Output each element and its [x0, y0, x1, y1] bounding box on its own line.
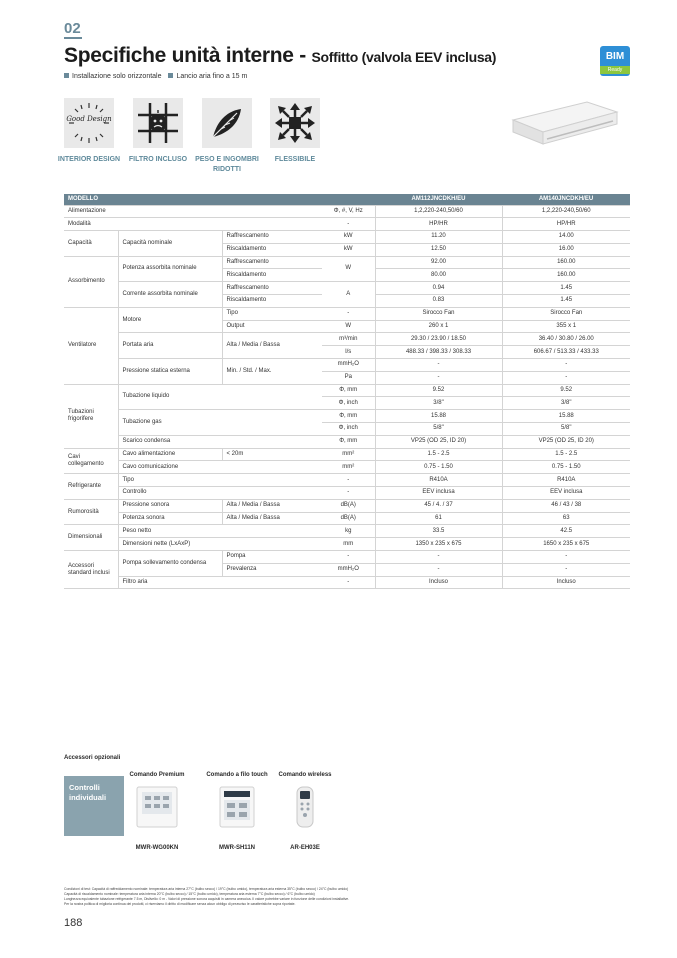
feature-label: PESO E INGOMBRI RIDOTTI — [195, 156, 259, 173]
table-row: Φ, inch 5/8" 5/8" — [64, 423, 630, 436]
accessories-title: Accessori opzionali — [64, 755, 121, 761]
table-row: Potenza sonora Alta / Media / Bassa dB(A) 61 63 — [64, 512, 630, 525]
page-title — [64, 44, 496, 68]
page-number: 188 — [64, 917, 83, 929]
footnote-line: Per la nostra politica di miglioria continua dei prodotti, ci riserviamo il diritto di modificare senza alcun obbligo di preavviso le caratteristiche sopra riportate. — [64, 902, 296, 906]
table-row: Prevalenza mmH₂O - - — [64, 563, 630, 576]
table-header-row — [64, 194, 630, 205]
bim-badge-sub: Ready — [600, 66, 630, 74]
table-row: Output W 260 x 1 355 x 1 — [64, 320, 630, 333]
footnote-line: Lunghezza equivalente tubazione refrigerante 7.5 m, Dislivello: 0 m - Valori di pressione sonora acquisiti in camera anecoica. Il valore potrebbe variare in funzione delle condizioni installative. — [64, 897, 350, 901]
specifications-table — [64, 194, 630, 589]
feature-filter — [128, 98, 188, 163]
note-item: Installazione solo orizzontale — [64, 73, 162, 80]
feature-label: FILTRO INCLUSO — [128, 156, 188, 163]
bullet-square-icon — [64, 73, 69, 78]
feature-label: FLESSIBILE — [274, 156, 316, 163]
feather-icon — [202, 98, 252, 148]
bim-ready-badge — [600, 46, 630, 76]
feature-interior-design — [57, 98, 121, 163]
table-row: Cavo comunicazione mm² 0.75 - 1.50 0.75 - 1.50 — [64, 461, 630, 474]
header-model-2: AM140JNCDKH/EU — [502, 194, 630, 205]
wireless-remote-icon — [295, 786, 315, 828]
title-subtitle: Soffitto (valvola EEV inclusa) — [311, 49, 497, 65]
header-model: MODELLO — [64, 194, 375, 205]
good-design-icon — [64, 98, 114, 148]
accessory-premium — [122, 772, 192, 851]
bullet-square-icon — [168, 73, 173, 78]
flexible-arrows-icon — [270, 98, 320, 148]
table-row: Cavi collegamento Cavo alimentazione < 20m mm² 1.5 - 2.5 1.5 - 2.5 — [64, 448, 630, 461]
table-row: Modalità - HP/HR HP/HR — [64, 218, 630, 231]
touch-controller-icon — [219, 786, 255, 828]
note-item: Lancio aria fino a 15 m — [168, 73, 247, 80]
accessory-code: MWR-SH11N — [218, 845, 255, 851]
premium-controller-icon — [136, 786, 178, 828]
table-row: Riscaldamento 80.00 160.00 — [64, 269, 630, 282]
table-row: Tubazioni frigorifere Tubazione liquido Φ, mm 9.52 9.52 — [64, 384, 630, 397]
table-row: Pressione statica esterna Min. / Std. / Max. mmH₂O - - — [64, 359, 630, 372]
feature-flexible — [270, 98, 320, 163]
table-row: Ventilatore Motore Tipo - Sirocco Fan Sirocco Fan — [64, 307, 630, 320]
table-row: l/s 488.33 / 398.33 / 308.33 606.67 / 513.33 / 433.33 — [64, 346, 630, 359]
table-row: Rumorosità Pressione sonora Alta / Media / Bassa dB(A) 45 / 4. / 37 46 / 43 / 38 — [64, 499, 630, 512]
table-row: Refrigerante Tipo - R410A R410A — [64, 474, 630, 487]
footnote-line: Capacità di riscaldamento nominale: temperatura aria interna 20°C (bulbo secco) / 15°C (bulbo umido), temperatura aria esterna 7°C (bulbo secco) / 6°C (bulbo umido) — [64, 892, 315, 896]
accessory-wireless — [270, 772, 340, 851]
controls-panel: Controlli individuali — [64, 776, 124, 836]
table-row: Dimensionali Peso netto kg 33.5 42.5 — [64, 525, 630, 538]
table-row: Controllo - EEV inclusa EEV inclusa — [64, 487, 630, 500]
feature-lightweight — [195, 98, 259, 173]
table-row: Riscaldamento kW 12.50 16.00 — [64, 243, 630, 256]
ceiling-unit-image — [505, 98, 620, 153]
table-row: Accessori standard inclusi Pompa sollevamento condensa Pompa - - - — [64, 551, 630, 564]
table-row: Dimensioni nette (LxAxP) mm 1350 x 235 x 675 1650 x 235 x 675 — [64, 538, 630, 551]
table-row: Φ, inch 3/8" 3/8" — [64, 397, 630, 410]
table-row: Tubazione gas Φ, mm 15.88 15.88 — [64, 410, 630, 423]
table-row: Portata aria Alta / Media / Bassa m³/min 29.30 / 23.90 / 18.50 36.40 / 30.80 / 26.00 — [64, 333, 630, 346]
accessory-code: AR-EH03E — [290, 845, 320, 851]
footnote-line: Condizioni di test: Capacità di raffreddamento nominale: temperatura aria interna 27°C (bulbo secco) / 19°C (bulbo umido), temperatura aria esterna 35°C (bulbo secco) / 24°C (bulbo umido) — [64, 887, 349, 891]
table-row: Assorbimento Potenza assorbita nominale Raffrescamento W 92.00 160.00 — [64, 256, 630, 269]
table-row: Filtro aria - Incluso Incluso — [64, 576, 630, 589]
table-row: Scarico condensa Φ, mm VP25 (OD 25, ID 20) VP25 (OD 25, ID 20) — [64, 435, 630, 448]
table-row: Corrente assorbita nominale Raffrescamento A 0.94 1.45 — [64, 282, 630, 295]
accessory-name: Comando wireless — [278, 772, 332, 778]
svg-text:Good Design: Good Design — [66, 115, 112, 123]
bim-badge-text: BIM — [605, 51, 625, 62]
title-main: Specifiche unità interne - — [64, 44, 312, 67]
table-row: Pa - - — [64, 371, 630, 384]
header-model-1: AM112JNCDKH/EU — [375, 194, 502, 205]
feature-label: INTERIOR DESIGN — [57, 156, 121, 163]
accessory-code: MWR-WG00KN — [135, 845, 179, 851]
section-rule — [64, 37, 82, 39]
footnotes — [64, 887, 494, 907]
section-number: 02 — [64, 20, 81, 37]
accessory-name: Comando a filo touch — [206, 772, 268, 778]
table-row: Alimentazione Φ, #, V, Hz 1,2,220-240,50/60 1,2,220-240,50/60 — [64, 205, 630, 218]
accessory-touch — [202, 772, 272, 851]
table-row: Riscaldamento 0.83 1.45 — [64, 295, 630, 308]
filter-icon — [133, 98, 183, 148]
installation-notes — [64, 73, 252, 80]
accessory-name: Comando Premium — [129, 772, 185, 778]
table-row: Capacità Capacità nominale Raffrescamento kW 11.20 14.00 — [64, 231, 630, 244]
